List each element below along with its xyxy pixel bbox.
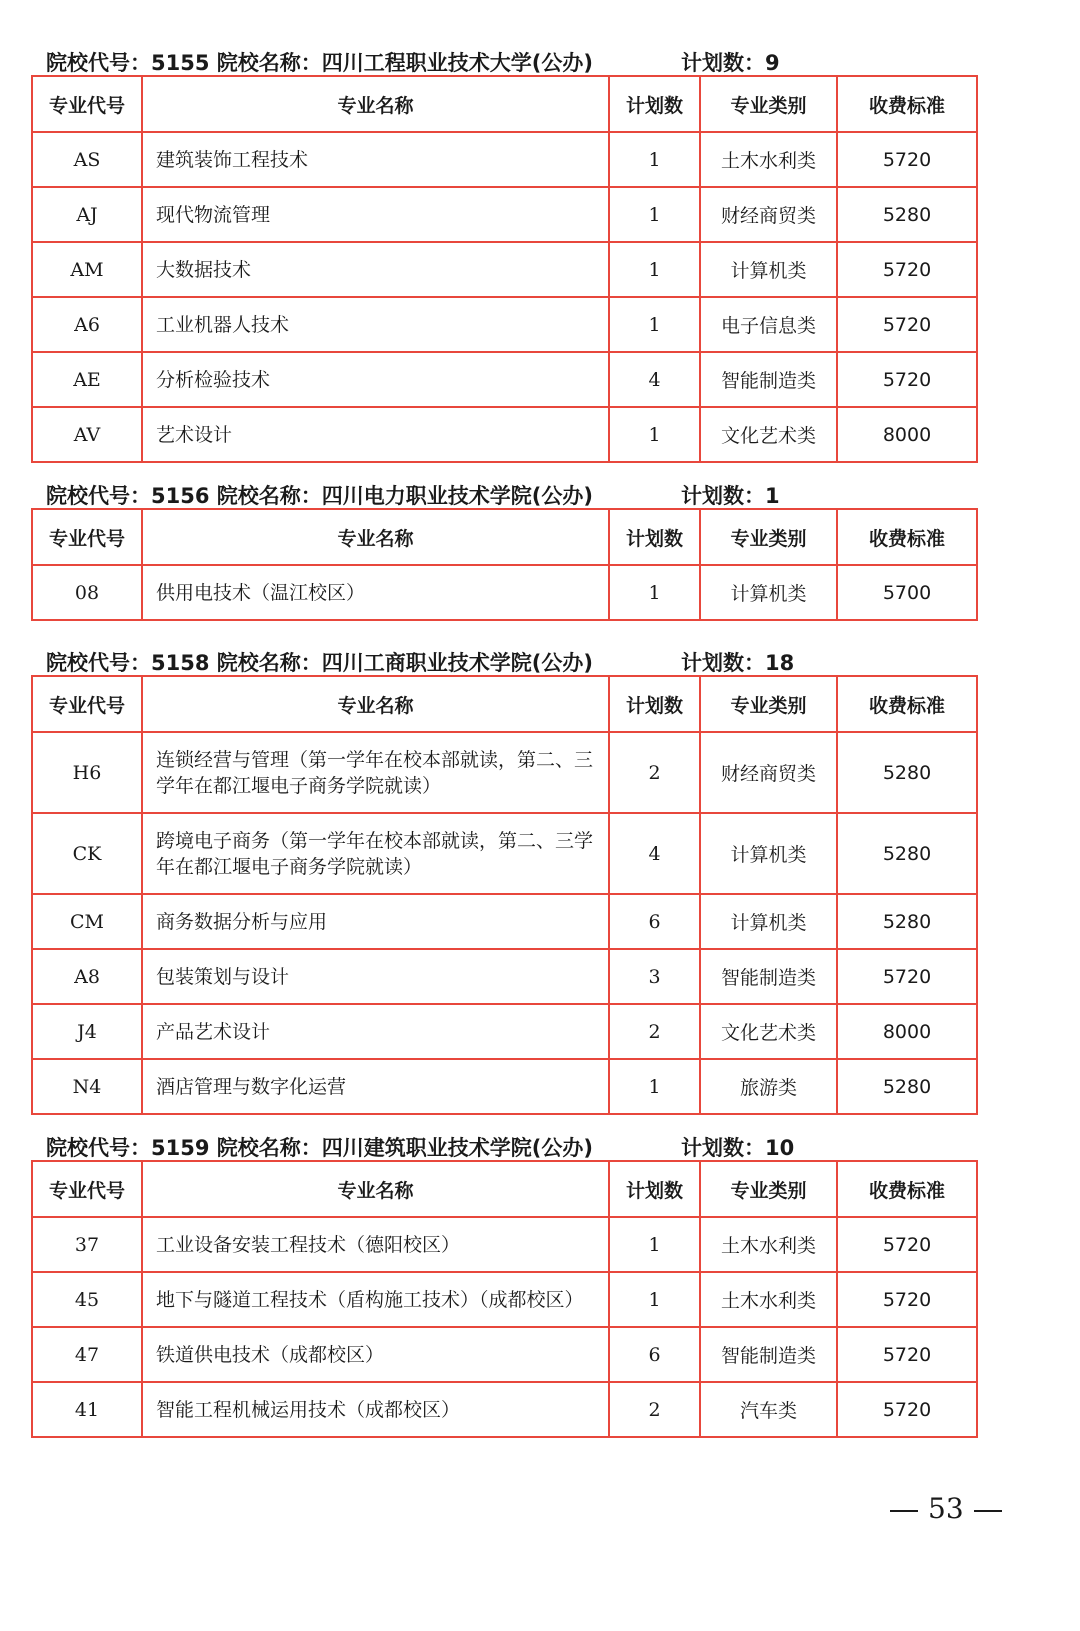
school-header [31, 478, 976, 508]
major-name: 地下与隧道工程技术（盾构施工技术）（成都校区） [142, 1272, 609, 1327]
major-plan: 4 [609, 813, 700, 894]
major-category: 智能制造类 [700, 949, 837, 1004]
major-fee: 5280 [837, 813, 977, 894]
school-code: 5159 [151, 1136, 210, 1160]
major-category: 智能制造类 [700, 352, 837, 407]
header-code: 专业代号 [32, 76, 142, 132]
header-name: 专业名称 [142, 76, 609, 132]
major-name: 工业设备安装工程技术（德阳校区） [142, 1217, 609, 1272]
major-table [31, 675, 978, 1115]
major-table [31, 75, 978, 463]
major-table [31, 508, 978, 621]
major-category: 旅游类 [700, 1059, 837, 1114]
table-row [32, 187, 977, 242]
table-row [32, 407, 977, 462]
header-plan: 计划数 [609, 1161, 700, 1217]
major-plan: 1 [609, 407, 700, 462]
table-row [32, 949, 977, 1004]
page-dash-right [974, 1510, 1002, 1512]
major-plan: 1 [609, 132, 700, 187]
header-name: 专业名称 [142, 676, 609, 732]
major-name: 供用电技术（温江校区） [142, 565, 609, 620]
header-fee: 收费标准 [837, 76, 977, 132]
header-category: 专业类别 [700, 1161, 837, 1217]
major-fee: 8000 [837, 1004, 977, 1059]
major-category: 土木水利类 [700, 1217, 837, 1272]
major-code: A8 [32, 949, 142, 1004]
school-section-5156 [31, 478, 976, 621]
major-category: 计算机类 [700, 894, 837, 949]
major-code: AJ [32, 187, 142, 242]
major-plan: 1 [609, 187, 700, 242]
major-fee: 5720 [837, 352, 977, 407]
header-category: 专业类别 [700, 509, 837, 565]
school-header [31, 645, 976, 675]
major-code: AS [32, 132, 142, 187]
table-row [32, 1327, 977, 1382]
major-plan: 1 [609, 242, 700, 297]
school-code-label: 院校代号： [46, 651, 151, 675]
plan-count-label: 计划数： [681, 51, 765, 75]
major-category: 计算机类 [700, 242, 837, 297]
header-plan: 计划数 [609, 676, 700, 732]
school-header [31, 1130, 976, 1160]
header-fee: 收费标准 [837, 1161, 977, 1217]
header-code: 专业代号 [32, 509, 142, 565]
school-name: 四川工程职业技术大学(公办) [321, 51, 593, 75]
table-row [32, 242, 977, 297]
table-row [32, 1382, 977, 1437]
major-table [31, 1160, 978, 1438]
plan-count: 10 [765, 1136, 795, 1160]
major-category: 汽车类 [700, 1382, 837, 1437]
school-name-label: 院校名称： [216, 51, 322, 75]
plan-count-label: 计划数： [681, 651, 765, 675]
plan-count: 9 [765, 51, 780, 75]
table-row [32, 297, 977, 352]
major-fee: 5720 [837, 949, 977, 1004]
major-name: 智能工程机械运用技术（成都校区） [142, 1382, 609, 1437]
header-fee: 收费标准 [837, 676, 977, 732]
school-section-5155 [31, 45, 976, 463]
major-name: 产品艺术设计 [142, 1004, 609, 1059]
major-code: CK [32, 813, 142, 894]
table-row [32, 813, 977, 894]
major-fee: 5720 [837, 1327, 977, 1382]
major-plan: 4 [609, 352, 700, 407]
major-category: 电子信息类 [700, 297, 837, 352]
header-category: 专业类别 [700, 76, 837, 132]
table-row [32, 352, 977, 407]
school-name: 四川电力职业技术学院(公办) [321, 484, 593, 508]
major-plan: 1 [609, 565, 700, 620]
major-code: 37 [32, 1217, 142, 1272]
school-code-label: 院校代号： [46, 484, 151, 508]
major-code: A6 [32, 297, 142, 352]
major-code: J4 [32, 1004, 142, 1059]
table-row [32, 732, 977, 813]
major-code: N4 [32, 1059, 142, 1114]
major-fee: 5280 [837, 732, 977, 813]
page-number [880, 1492, 1000, 1525]
major-plan: 2 [609, 1004, 700, 1059]
school-section-5159 [31, 1130, 976, 1438]
header-category: 专业类别 [700, 676, 837, 732]
major-name: 铁道供电技术（成都校区） [142, 1327, 609, 1382]
table-row [32, 1004, 977, 1059]
major-code: H6 [32, 732, 142, 813]
table-row [32, 1059, 977, 1114]
major-name: 包装策划与设计 [142, 949, 609, 1004]
major-fee: 5280 [837, 187, 977, 242]
major-category: 土木水利类 [700, 132, 837, 187]
major-plan: 1 [609, 1217, 700, 1272]
major-name: 分析检验技术 [142, 352, 609, 407]
header-name: 专业名称 [142, 1161, 609, 1217]
plan-count-label: 计划数： [681, 1136, 765, 1160]
major-code: 41 [32, 1382, 142, 1437]
major-fee: 5720 [837, 1382, 977, 1437]
major-name: 连锁经营与管理（第一学年在校本部就读，第二、三学年在都江堰电子商务学院就读） [142, 732, 609, 813]
major-category: 财经商贸类 [700, 732, 837, 813]
plan-count-label: 计划数： [681, 484, 765, 508]
plan-count: 1 [765, 484, 780, 508]
major-plan: 3 [609, 949, 700, 1004]
school-name-label: 院校名称： [216, 484, 322, 508]
major-category: 计算机类 [700, 813, 837, 894]
table-row [32, 1272, 977, 1327]
major-fee: 5700 [837, 565, 977, 620]
header-fee: 收费标准 [837, 509, 977, 565]
table-row [32, 1217, 977, 1272]
major-fee: 5280 [837, 1059, 977, 1114]
major-fee: 5720 [837, 1272, 977, 1327]
major-code: AV [32, 407, 142, 462]
major-code: 45 [32, 1272, 142, 1327]
header-name: 专业名称 [142, 509, 609, 565]
table-row [32, 565, 977, 620]
school-code: 5155 [151, 51, 210, 75]
school-name-label: 院校名称： [216, 1136, 322, 1160]
major-plan: 1 [609, 1059, 700, 1114]
major-fee: 8000 [837, 407, 977, 462]
header-code: 专业代号 [32, 1161, 142, 1217]
major-name: 艺术设计 [142, 407, 609, 462]
school-name-label: 院校名称： [216, 651, 322, 675]
plan-count: 18 [765, 651, 795, 675]
major-plan: 2 [609, 732, 700, 813]
table-header-row [32, 76, 977, 132]
header-plan: 计划数 [609, 76, 700, 132]
major-name: 商务数据分析与应用 [142, 894, 609, 949]
school-name: 四川建筑职业技术学院(公办) [321, 1136, 593, 1160]
table-header-row [32, 676, 977, 732]
major-fee: 5280 [837, 894, 977, 949]
major-category: 土木水利类 [700, 1272, 837, 1327]
major-category: 财经商贸类 [700, 187, 837, 242]
major-name: 现代物流管理 [142, 187, 609, 242]
major-fee: 5720 [837, 297, 977, 352]
major-category: 文化艺术类 [700, 407, 837, 462]
major-name: 建筑装饰工程技术 [142, 132, 609, 187]
table-header-row [32, 1161, 977, 1217]
header-code: 专业代号 [32, 676, 142, 732]
school-code: 5156 [151, 484, 210, 508]
major-fee: 5720 [837, 132, 977, 187]
major-fee: 5720 [837, 1217, 977, 1272]
table-row [32, 894, 977, 949]
table-header-row [32, 509, 977, 565]
table-row [32, 132, 977, 187]
school-code-label: 院校代号： [46, 1136, 151, 1160]
page-number-value: 53 [928, 1492, 964, 1525]
major-name: 工业机器人技术 [142, 297, 609, 352]
major-code: AE [32, 352, 142, 407]
major-plan: 6 [609, 1327, 700, 1382]
major-name: 大数据技术 [142, 242, 609, 297]
school-section-5158 [31, 645, 976, 1115]
major-plan: 1 [609, 1272, 700, 1327]
major-code: AM [32, 242, 142, 297]
school-header [31, 45, 976, 75]
major-category: 文化艺术类 [700, 1004, 837, 1059]
page-dash-left [890, 1510, 918, 1512]
school-code-label: 院校代号： [46, 51, 151, 75]
major-plan: 2 [609, 1382, 700, 1437]
school-name: 四川工商职业技术学院(公办) [321, 651, 593, 675]
major-code: CM [32, 894, 142, 949]
major-plan: 6 [609, 894, 700, 949]
major-category: 计算机类 [700, 565, 837, 620]
major-code: 47 [32, 1327, 142, 1382]
major-name: 跨境电子商务（第一学年在校本部就读，第二、三学年在都江堰电子商务学院就读） [142, 813, 609, 894]
major-code: 08 [32, 565, 142, 620]
major-category: 智能制造类 [700, 1327, 837, 1382]
major-fee: 5720 [837, 242, 977, 297]
major-name: 酒店管理与数字化运营 [142, 1059, 609, 1114]
major-plan: 1 [609, 297, 700, 352]
header-plan: 计划数 [609, 509, 700, 565]
school-code: 5158 [151, 651, 210, 675]
